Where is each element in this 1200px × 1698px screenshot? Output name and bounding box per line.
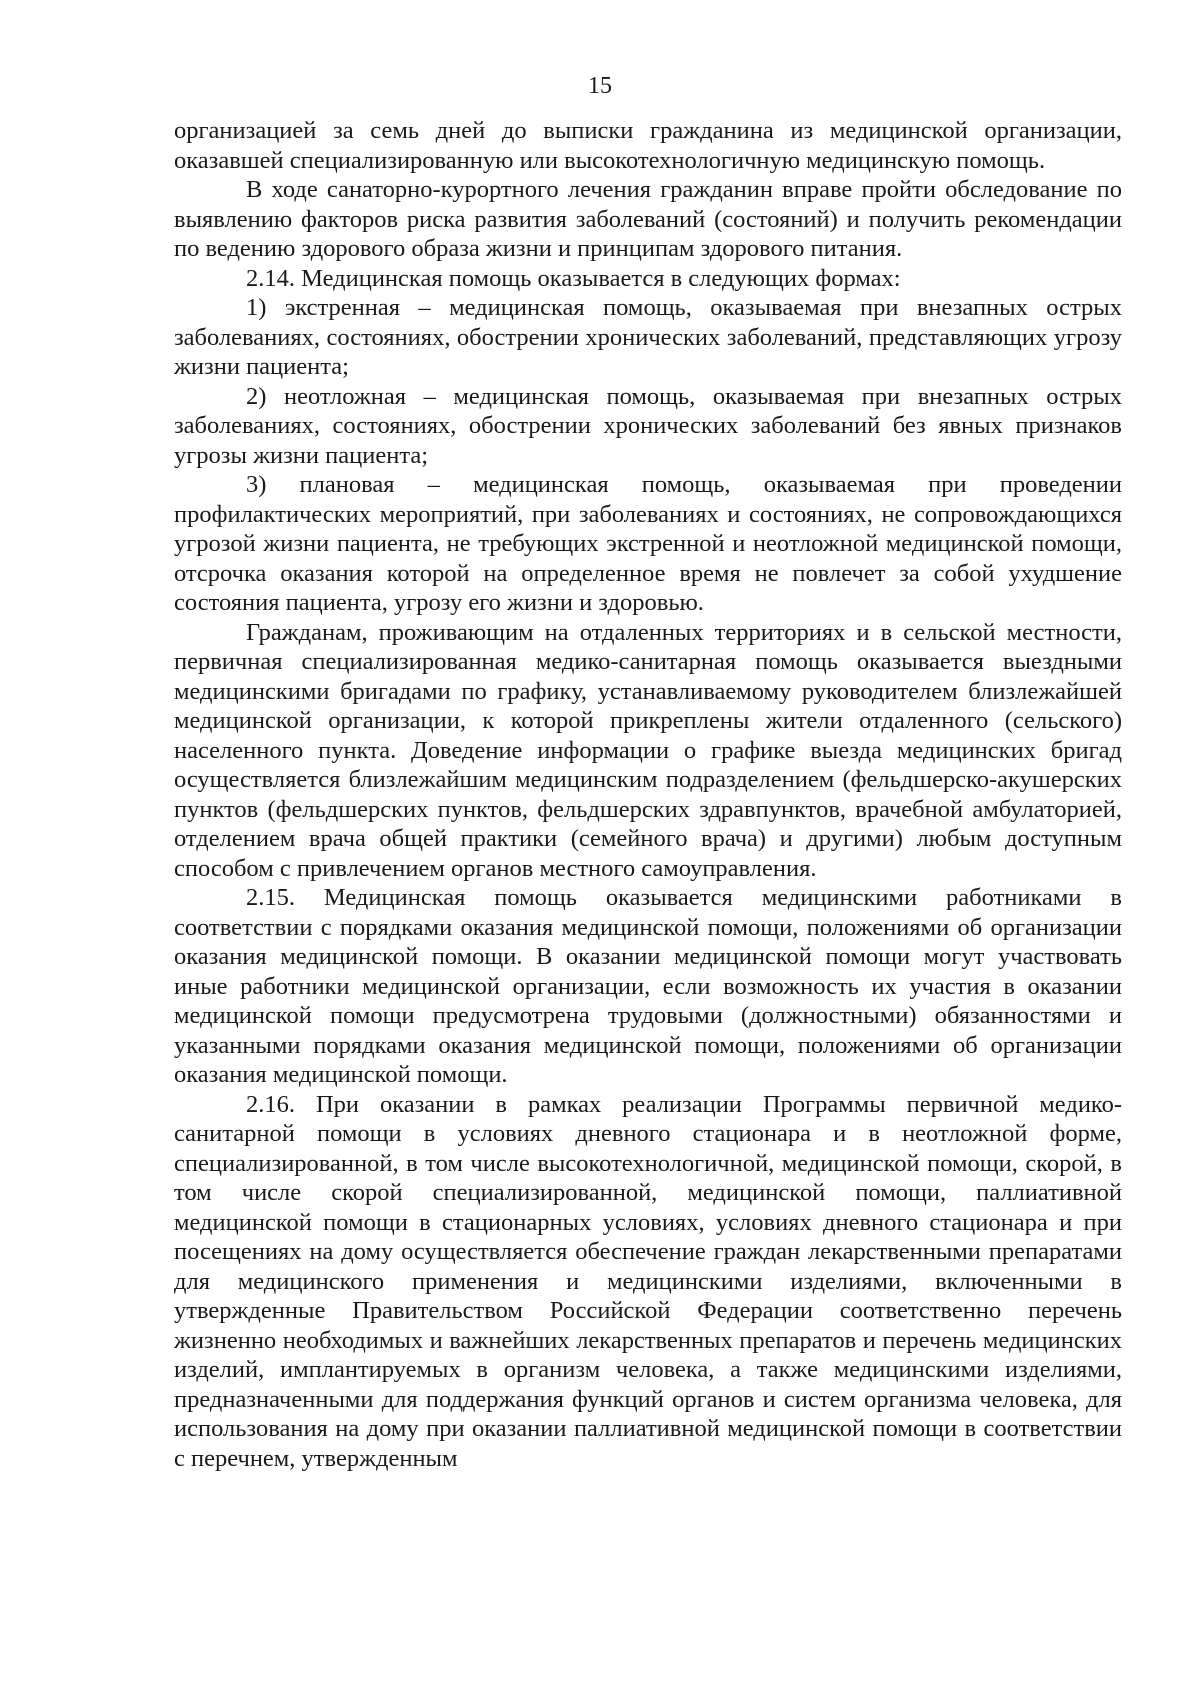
paragraph: 2.15. Медицинская помощь оказывается медицинскими работниками в соответствии с порядками оказания медицинской помощи, положениями об организации оказания медицинской помощи. В оказании медицинской помощи могут участвовать иные работники медицинской организации, если возможность их участия в оказании медицинской помощи предусмотрена трудовыми (должностными) обязанностями и указанными порядками оказания медицинской помощи, положениями об организации оказания медицинской помощи. xyxy=(174,884,1122,1088)
document-body xyxy=(174,116,1122,1473)
paragraph: 2) неотложная – медицинская помощь, оказываемая при внезапных острых заболеваниях, состояниях, обострении хронических заболеваний без явных признаков угрозы жизни пациента; xyxy=(174,382,1122,469)
paragraph: организацией за семь дней до выписки гражданина из медицинской организации, оказавшей специализированную или высокотехнологичную медицинскую помощь. xyxy=(174,117,1122,174)
paragraph: Гражданам, проживающим на отдаленных территориях и в сельской местности, первичная специализированная медико-санитарная помощь оказывается выездными медицинскими бригадами по графику, устанавливаемому руководителем близлежайшей медицинской организации, к которой прикреплены жители отдаленного (сельского) населенного пункта. Доведение информации о графике выезда медицинских бригад осуществляется близлежайшим медицинским подразделением (фельдшерско-акушерских пунктов (фельдшерских пунктов, фельдшерских здравпунктов, врачебной амбулаторией, отделением врача общей практики (семейного врача) и другими) любым доступным способом с привлечением органов местного самоуправления. xyxy=(174,618,1122,882)
page-number: 15 xyxy=(588,73,612,99)
paragraph: 3) плановая – медицинская помощь, оказываемая при проведении профилактических мероприятий, при заболеваниях и состояниях, не сопровождающихся угрозой жизни пациента, не требующих экстренной и неотложной медицинской помощи, отсрочка оказания которой на определенное время не повлечет за собой ухудшение состояния пациента, угрозу его жизни и здоровью. xyxy=(174,471,1122,616)
paragraph: 1) экстренная – медицинская помощь, оказываемая при внезапных острых заболеваниях, состояниях, обострении хронических заболеваний, представляющих угрозу жизни пациента; xyxy=(174,294,1122,380)
paragraph: 2.14. Медицинская помощь оказывается в следующих формах: xyxy=(246,264,901,292)
paragraph: В ходе санаторно-курортного лечения гражданин вправе пройти обследование по выявлению факторов риска развития заболеваний (состояний) и получить рекомендации по ведению здорового образа жизни и принципам здорового питания. xyxy=(174,176,1122,262)
paragraph: 2.16. При оказании в рамках реализации Программы первичной медико-санитарной помощи в условиях дневного стационара и в неотложной форме, специализированной, в том числе высокотехнологичной, медицинской помощи, скорой, в том числе скорой специализированной, медицинской помощи, паллиативной медицинской помощи в стационарных условиях, условиях дневного стационара и при посещениях на дому осуществляется обеспечение граждан лекарственными препаратами для медицинского применения и медицинскими изделиями, включенными в утвержденные Правительством Российской Федерации соответственно перечень жизненно необходимых и важнейших лекарственных препаратов и перечень медицинских изделий, имплантируемых в организм человека, а также медицинскими изделиями, предназначенными для поддержания функций органов и систем организма человека, для использования на дому при оказании паллиативной медицинской помощи в соответствии с перечнем, утвержденным xyxy=(174,1090,1122,1472)
